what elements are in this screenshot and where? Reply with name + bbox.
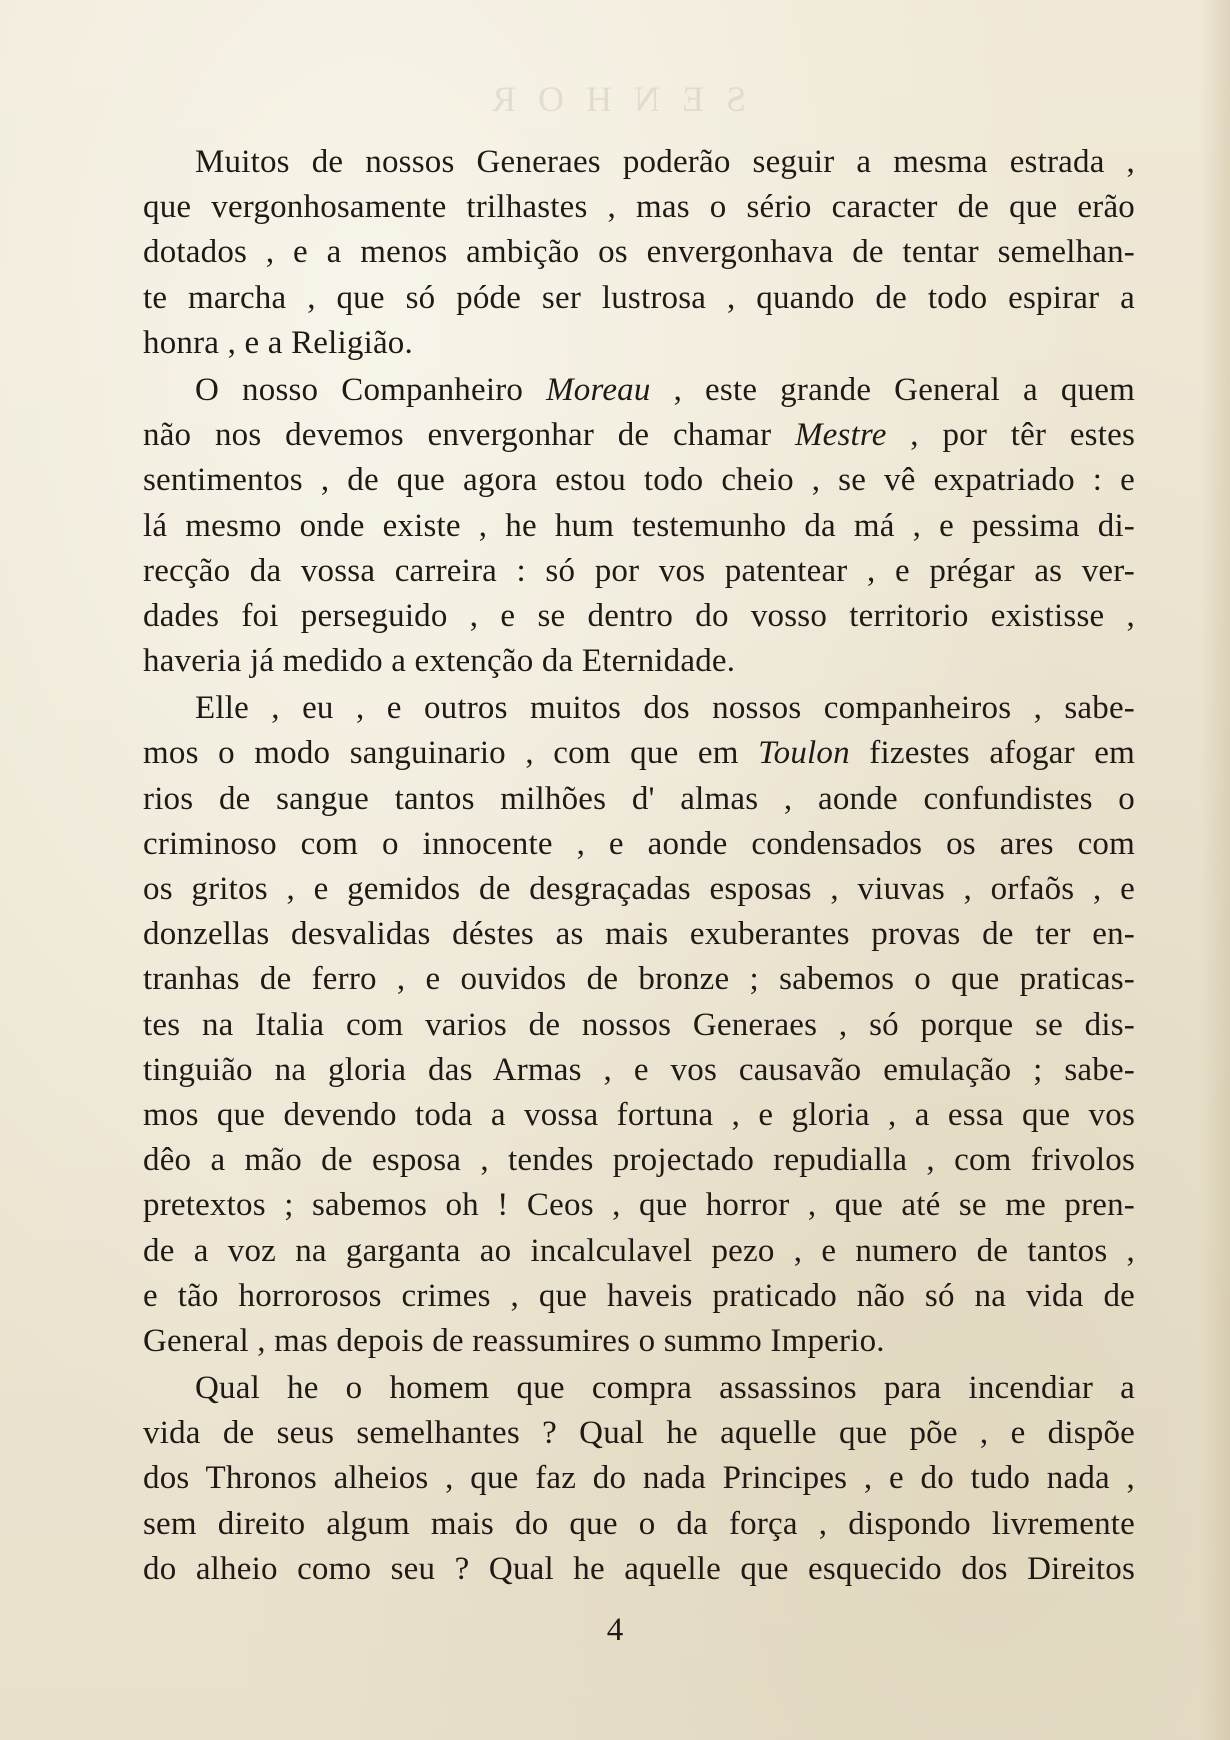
text-line: tranhas de ferro , e ouvidos de bronze ; sabemos o que praticas- xyxy=(143,961,1135,998)
text-line: vida de seus semelhantes ? Qual he aquelle que põe , e dispõe xyxy=(143,1415,1135,1452)
text-line: mos o modo sanguinario , com que em Toulon fizestes afogar em xyxy=(143,735,1135,772)
text-line: lá mesmo onde existe , he hum testemunho da má , e pessima di- xyxy=(143,507,1135,544)
page-edge-shadow xyxy=(1200,0,1230,1740)
text-line: General , mas depois de reassumires o summo Imperio. xyxy=(143,1322,885,1359)
text-line: sentimentos , de que agora estou todo cheio , se vê expatriado : e xyxy=(143,462,1135,499)
text-line: O nosso Companheiro Moreau , este grande General a quem xyxy=(195,371,1135,408)
text-line: dos Thronos alheios , que faz do nada Principes , e do tudo nada , xyxy=(143,1460,1135,1497)
text-line: dades foi perseguido , e se dentro do vosso territorio existisse , xyxy=(143,597,1135,634)
text-line: te marcha , que só póde ser lustrosa , quando de todo espirar a xyxy=(143,279,1135,316)
italic-name: Mestre xyxy=(794,417,887,454)
body-text xyxy=(143,140,1135,1592)
page-number: 4 xyxy=(606,1612,624,1648)
italic-name: Toulon xyxy=(758,735,850,772)
text-line: haveria já medido a extenção da Eternidade. xyxy=(143,643,736,680)
text-line: sem direito algum mais do que o da força , dispondo livremente xyxy=(143,1505,1135,1542)
text-line: tes na Italia com varios de nossos Generaes , só porque se dis- xyxy=(143,1006,1135,1043)
text-line: tinguião na gloria das Armas , e vos causavão emulação ; sabe- xyxy=(143,1051,1135,1088)
text-line: honra , e a Religião. xyxy=(143,324,413,361)
show-through-header: SENHOR xyxy=(470,79,747,119)
text-line: donzellas desvalidas déstes as mais exuberantes provas de ter en- xyxy=(143,916,1135,953)
text-line: do alheio como seu ? Qual he aquelle que esquecido dos Direitos xyxy=(143,1550,1135,1587)
text-line: pretextos ; sabemos oh ! Ceos , que horror , que até se me pren- xyxy=(143,1187,1135,1224)
text-line: mos que devendo toda a vossa fortuna , e gloria , a essa que vos xyxy=(143,1096,1135,1133)
text-line: recção da vossa carreira : só por vos patentear , e prégar as ver- xyxy=(143,552,1135,589)
text-line: Muitos de nossos Generaes poderão seguir a mesma estrada , xyxy=(195,144,1135,180)
text-line: os gritos , e gemidos de desgraçadas esposas , viuvas , orfaõs , e xyxy=(143,871,1135,907)
text-line: e tão horrorosos crimes , que haveis praticado não só na vida de xyxy=(143,1277,1135,1314)
text-line: não nos devemos envergonhar de chamar Mestre , por têr estes xyxy=(143,417,1135,454)
text-line: que vergonhosamente trilhastes , mas o sério caracter de que erão xyxy=(143,189,1135,226)
text-line: rios de sangue tantos milhões d' almas , aonde confundistes o xyxy=(143,780,1135,817)
text-line: dêo a mão de esposa , tendes projectado repudialla , com frivolos xyxy=(143,1142,1135,1179)
italic-name: Moreau xyxy=(546,371,651,408)
text-line: Elle , eu , e outros muitos dos nossos companheiros , sabe- xyxy=(195,690,1135,727)
text-line: de a voz na garganta ao incalculavel pezo , e numero de tantos , xyxy=(143,1232,1135,1269)
text-line: criminoso com o innocente , e aonde condensados os ares com xyxy=(143,825,1135,862)
text-line: dotados , e a menos ambição os envergonhava de tentar semelhan- xyxy=(143,234,1135,271)
text-line: Qual he o homem que compra assassinos para incendiar a xyxy=(195,1370,1135,1407)
